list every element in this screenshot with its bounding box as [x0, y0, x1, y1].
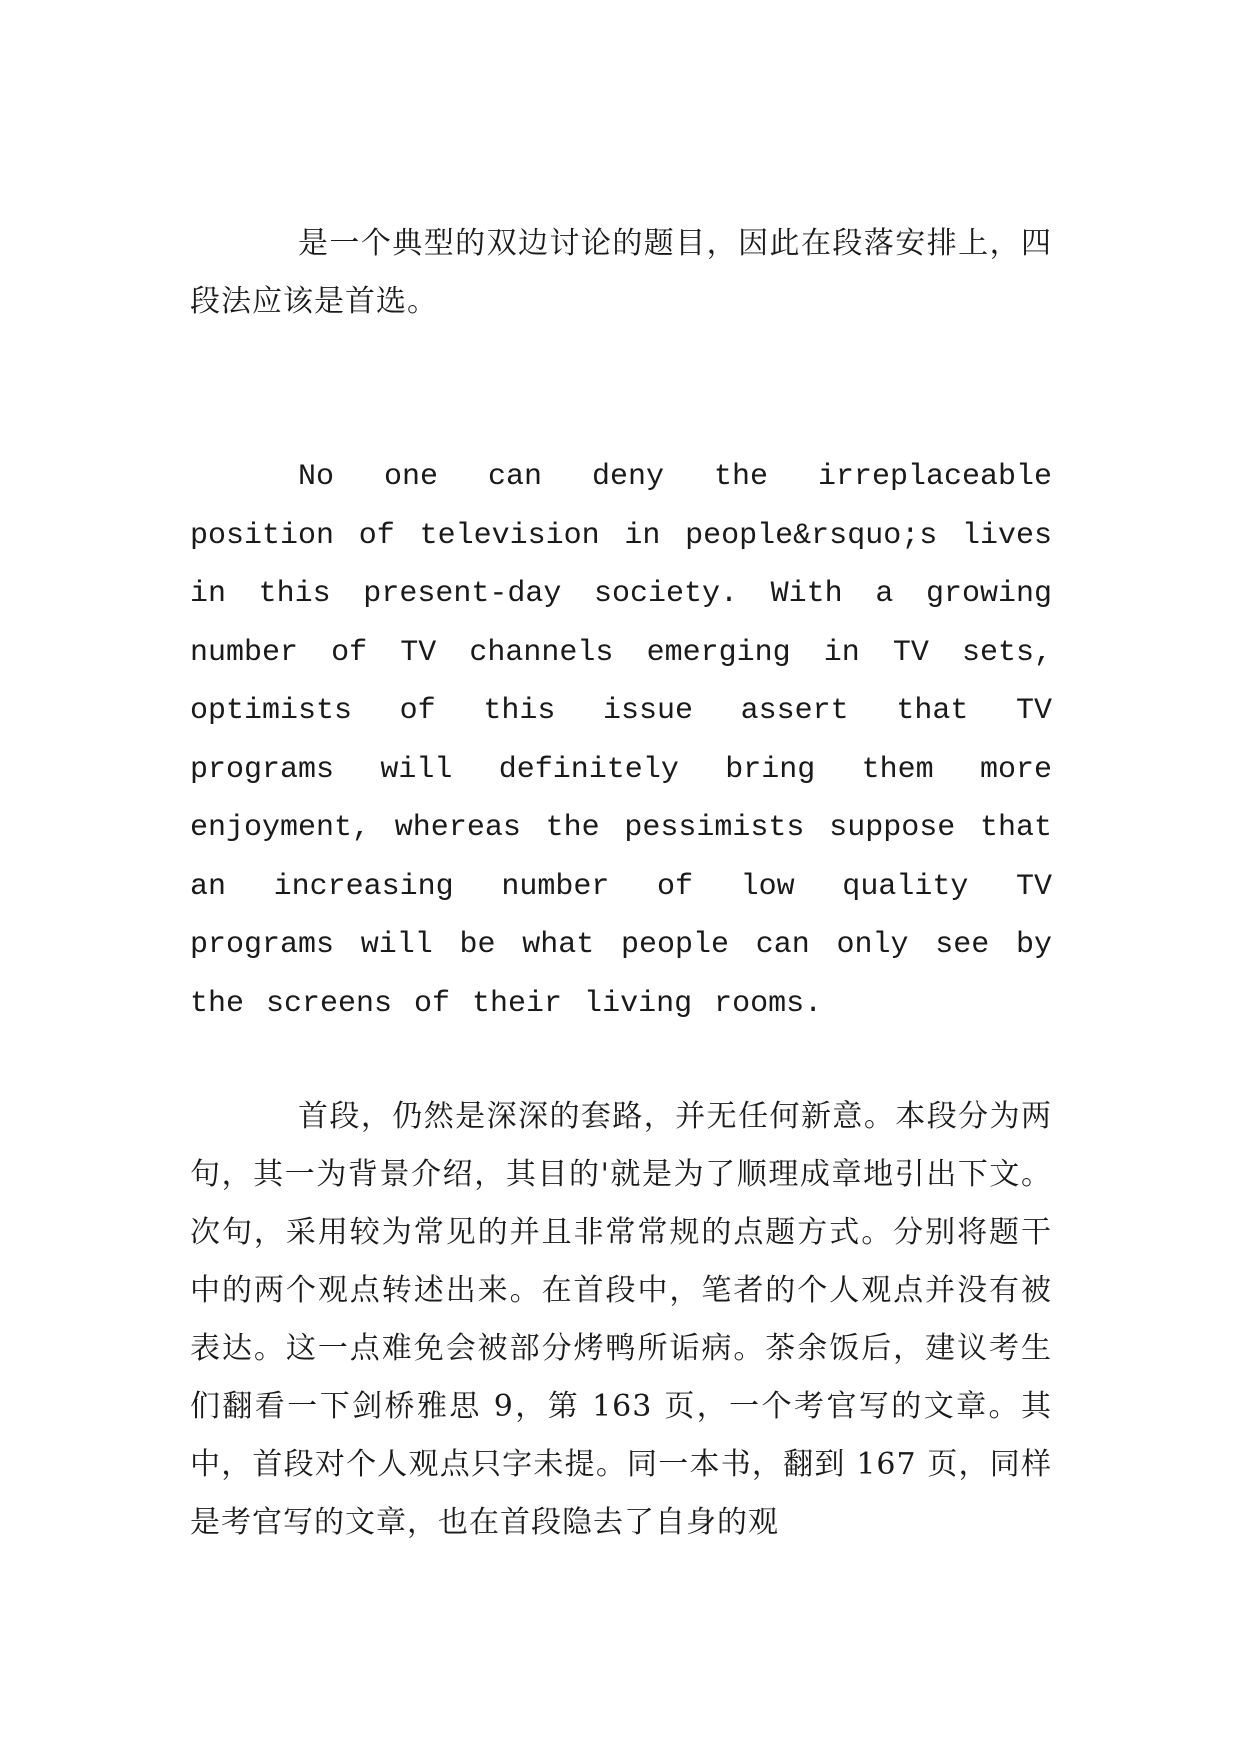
- paragraph-first-paragraph-analysis: 首段，仍然是深深的套路，并无任何新意。本段分为两句，其一为背景介绍，其目的'就是为了顺理成章地引出下文。次句，采用较为常见的并且非常常规的点题方式。分别将题干中的两个观点转述出来。在首段中，笔者的个人观点并没有被表达。这一点难免会被部分烤鸭所诟病。茶余饭后，建议考生们翻看一下剑桥雅思 9，第 163 页，一个考官写的文章。其中，首段对个人观点只字未提。同一本书，翻到 167 页，同样是考官写的文章，也在首段隐去了自身的观: [190, 1099, 1052, 1540]
- paragraph-english-sample: No one can deny the irreplaceable position of television in people&rsquo;s lives in this present-day society. With a growing number of TV channels emerging in TV sets, optimists of this issue assert that TV programs will definitely bring them more enjoyment, whereas the pessimists suppose that an increasing number of low quality TV programs will be what people can only see by the screens of their living rooms.: [190, 460, 1052, 1021]
- paragraph-structure-note: 是一个典型的双边讨论的题目，因此在段落安排上，四段法应该是首选。: [190, 226, 1052, 319]
